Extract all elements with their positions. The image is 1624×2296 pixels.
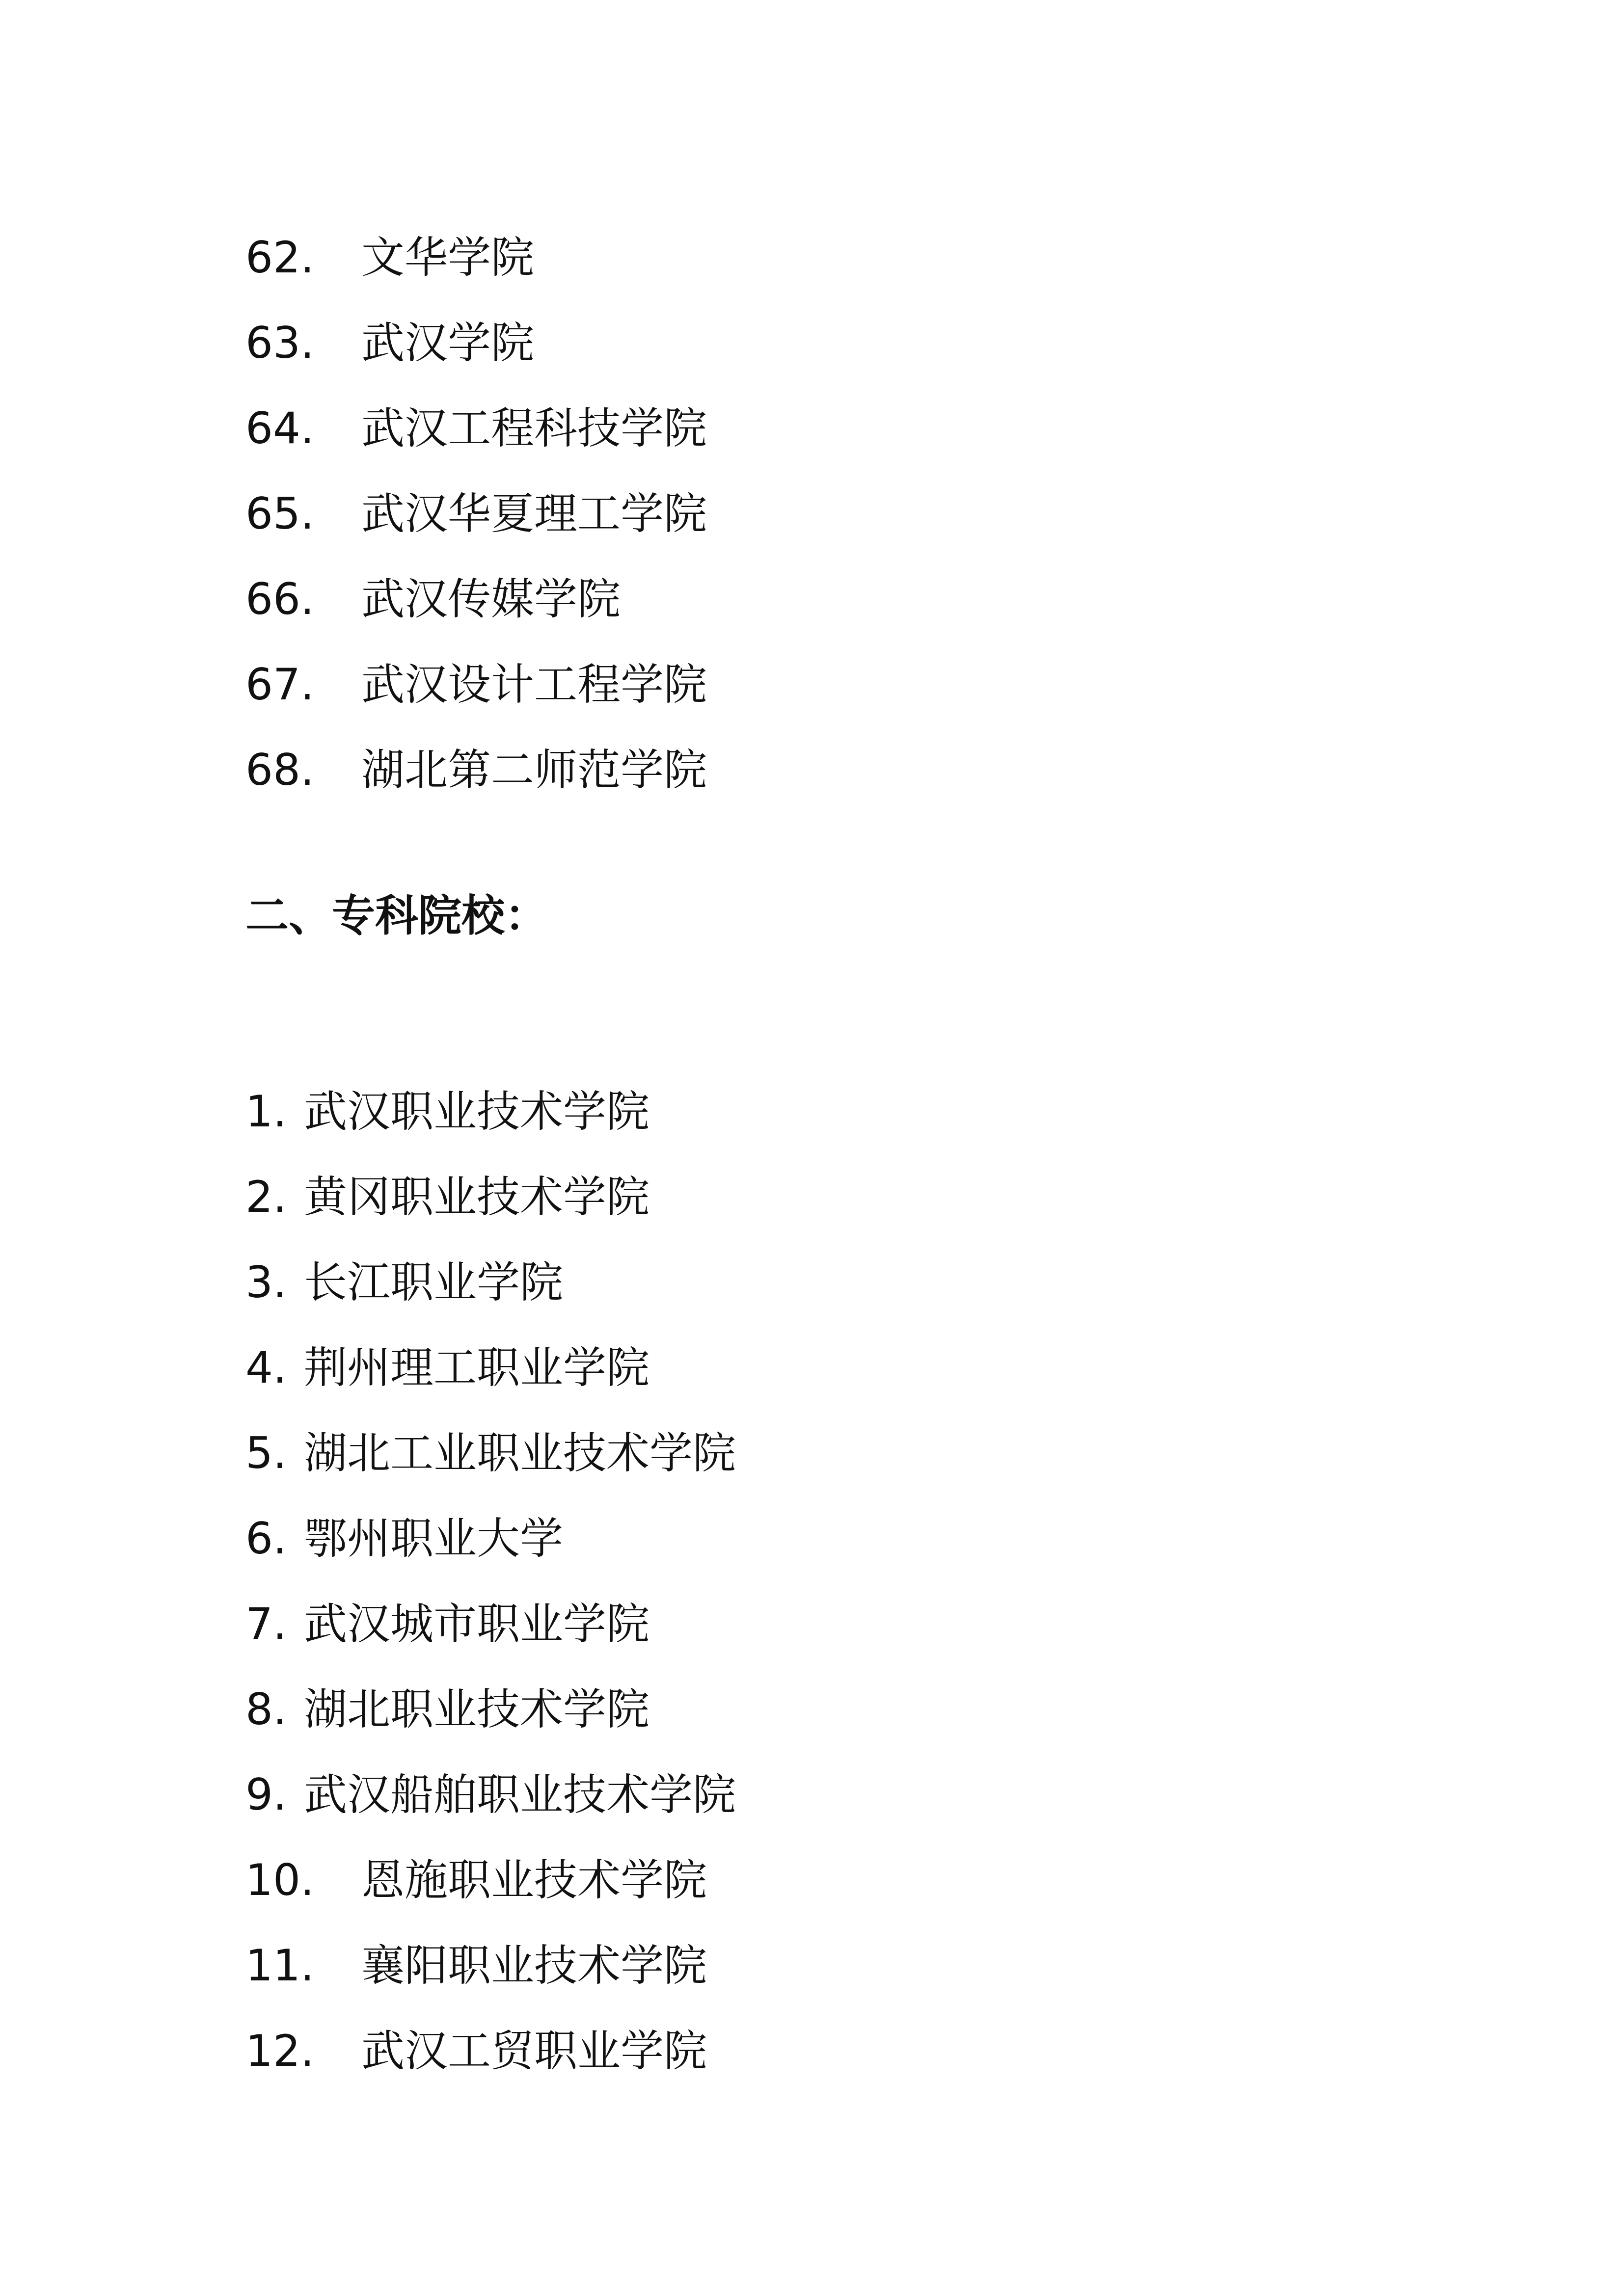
college-name: 武汉学院 xyxy=(361,318,535,368)
college-name: 湖北职业技术学院 xyxy=(304,1684,650,1735)
college-name: 襄阳职业技术学院 xyxy=(361,1940,707,1991)
list-item xyxy=(245,1325,736,1411)
vocational-college-list xyxy=(245,1069,736,2094)
list-item-number: 2. xyxy=(245,1172,287,1222)
list-item xyxy=(245,215,707,300)
list-item xyxy=(245,1240,736,1325)
undergraduate-college-list xyxy=(245,215,707,813)
list-item xyxy=(245,1581,736,1667)
college-name: 武汉城市职业学院 xyxy=(304,1599,650,1649)
list-item-number: 6. xyxy=(245,1513,287,1564)
college-name: 武汉船舶职业技术学院 xyxy=(304,1769,736,1820)
list-item xyxy=(245,1923,736,2008)
college-name: 武汉华夏理工学院 xyxy=(361,488,707,539)
section-heading: 二、专科院校： xyxy=(245,890,548,941)
college-name: 长江职业学院 xyxy=(304,1257,564,1308)
list-item xyxy=(245,386,707,471)
list-item-number: 62. xyxy=(245,232,314,283)
college-name: 文华学院 xyxy=(361,232,535,283)
list-item xyxy=(245,300,707,386)
list-item xyxy=(245,1411,736,1496)
list-item-number: 12. xyxy=(245,2026,314,2076)
list-item-number: 7. xyxy=(245,1599,287,1649)
college-name: 武汉设计工程学院 xyxy=(361,659,707,710)
college-name: 黄冈职业技术学院 xyxy=(304,1172,650,1222)
list-item xyxy=(245,642,707,727)
list-item xyxy=(245,557,707,642)
list-item xyxy=(245,471,707,557)
list-item-number: 9. xyxy=(245,1769,287,1820)
college-name: 武汉传媒学院 xyxy=(361,574,621,624)
list-item xyxy=(245,727,707,813)
list-item xyxy=(245,2008,736,2094)
list-item-number: 3. xyxy=(245,1257,287,1308)
list-item-number: 63. xyxy=(245,318,314,368)
list-item xyxy=(245,1154,736,1240)
college-name: 恩施职业技术学院 xyxy=(361,1855,707,1905)
list-item-number: 66. xyxy=(245,574,314,624)
list-item xyxy=(245,1069,736,1154)
list-item-number: 68. xyxy=(245,745,314,795)
list-item xyxy=(245,1496,736,1581)
list-item-number: 10. xyxy=(245,1855,314,1905)
college-name: 武汉工程科技学院 xyxy=(361,403,707,454)
college-name: 荆州理工职业学院 xyxy=(304,1342,650,1393)
college-name: 湖北工业职业技术学院 xyxy=(304,1428,736,1478)
list-item xyxy=(245,1667,736,1752)
list-item xyxy=(245,1838,736,1923)
list-item-number: 67. xyxy=(245,659,314,710)
college-name: 武汉工贸职业学院 xyxy=(361,2026,707,2076)
list-item-number: 65. xyxy=(245,488,314,539)
list-item-number: 1. xyxy=(245,1086,287,1137)
list-item-number: 11. xyxy=(245,1940,314,1991)
list-item-number: 5. xyxy=(245,1428,287,1478)
college-name: 鄂州职业大学 xyxy=(304,1513,564,1564)
list-item-number: 4. xyxy=(245,1342,287,1393)
list-item-number: 64. xyxy=(245,403,314,454)
list-item xyxy=(245,1752,736,1838)
college-name: 武汉职业技术学院 xyxy=(304,1086,650,1137)
college-name: 湖北第二师范学院 xyxy=(361,745,707,795)
list-item-number: 8. xyxy=(245,1684,287,1735)
